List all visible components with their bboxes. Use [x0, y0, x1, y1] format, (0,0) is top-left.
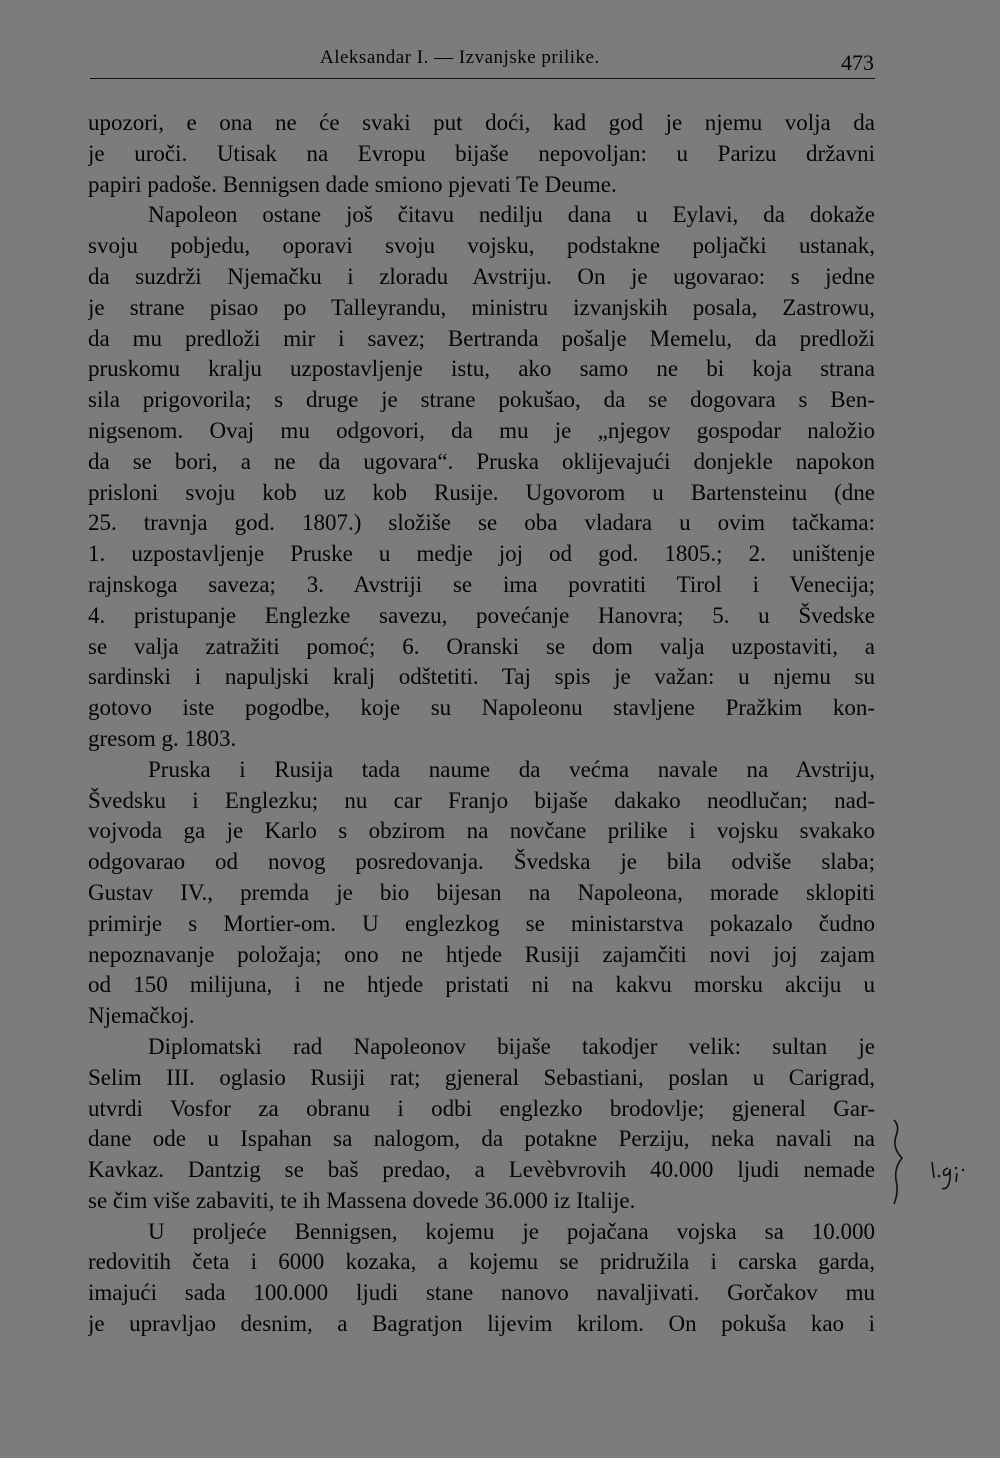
text-line: svoju pobjedu, oporavi svoju vojsku, podstakne poljački ustanak, [88, 233, 875, 259]
text-line: prisloni svoju kob uz kob Rusije. Ugovorom u Bartensteinu (dne [88, 479, 875, 505]
header-rule [90, 78, 875, 79]
text-line: nigsenom. Ovaj mu odgovori, da mu je „njegov gospodar naložio [88, 417, 875, 443]
text-line: je uroči. Utisak na Evropu bijaše nepovoljan: u Parizu državni [88, 140, 875, 166]
text-line: Pruska i Rusija tada naume da većma navale na Avstriju, [148, 756, 875, 782]
text-line: je upravljao desnim, a Bagratjon lijevim krilom. On pokuša kao i [88, 1311, 875, 1337]
text-line: papiri padoše. Bennigsen dade smiono pjevati Te Deume. [88, 171, 617, 197]
text-line: je strane pisao po Talleyrandu, ministru izvanjskih posala, Zastrowu, [88, 294, 875, 320]
text-line: da mu predloži mir i savez; Bertranda pošalje Memelu, da predloži [88, 325, 875, 351]
text-line: sila prigovorila; s druge je strane pokušao, da se dogovara s Ben- [88, 387, 875, 413]
text-line: od 150 milijuna, i ne htjede pristati ni na kakvu morsku akciju u [88, 972, 875, 998]
text-line: da se bori, a ne da ugovara“. Pruska oklijevajući donjekle napokon [88, 448, 875, 474]
handwritten-margin-note [890, 1118, 970, 1218]
text-line: Njemačkoj. [88, 1003, 195, 1029]
page-number: 473 [841, 50, 874, 75]
text-line: se valja zatražiti pomoć; 6. Oranski se dom valja uzpostaviti, a [88, 633, 875, 659]
text-line: U proljeće Bennigsen, kojemu je pojačana vojska sa 10.000 [148, 1218, 875, 1244]
text-line: primirje s Mortier-om. U englezkog se ministarstva pokazalo čudno [88, 910, 875, 936]
body-text [88, 108, 875, 1340]
text-line: Švedsku i Englezku; nu car Franjo bijaše dakako neodlučan; nad- [88, 787, 875, 813]
text-line: sardinski i napuljski kralj odštetiti. Taj spis je važan: u njemu su [88, 664, 875, 690]
text-line: gresom g. 1803. [88, 725, 237, 751]
text-line: Kavkaz. Dantzig se baš predao, a Levèbvrovih 40.000 ljudi nemade [88, 1157, 875, 1183]
text-line: Napoleon ostane još čitavu nedilju dana u Eylavi, da dokaže [148, 202, 875, 228]
text-line: upozori, e ona ne će svaki put doći, kad god je njemu volja da [88, 110, 875, 135]
text-line: Selim III. oglasio Rusiji rat; gjeneral Sebastiani, poslan u Carigrad, [88, 1064, 875, 1090]
text-line: 25. travnja god. 1807.) složiše se oba vladara u ovim tačkama: [88, 510, 875, 536]
text-line: vojvoda ga je Karlo s obzirom na novčane prilike i vojsku svakako [88, 818, 875, 844]
text-line: se čim više zabaviti, te ih Massena dovede 36.000 iz Italije. [88, 1187, 636, 1213]
text-line: imajući sada 100.000 ljudi stane nanovo navaljivati. Gorčakov mu [88, 1280, 875, 1306]
text-line: dane ode u Ispahan sa nalogom, da potakne Perziju, neka navali na [88, 1126, 875, 1152]
text-line: redovitih četa i 6000 kozaka, a kojemu se pridružila i carska garda, [88, 1249, 875, 1275]
running-head-title: Aleksandar I. — Izvanjske prilike. [320, 47, 600, 68]
text-line: nepoznavanje položaja; ono ne htjede Rusiji zajamčiti novi joj zajam [88, 941, 875, 967]
text-line: da suzdrži Njemačku i zloradu Avstriju. On je ugovarao: s jedne [88, 263, 875, 289]
text-line: pruskomu kralju uzpostavljenje istu, ako samo ne bi koja strana [88, 356, 875, 382]
text-line: Gustav IV., premda je bio bijesan na Napoleona, morade sklopiti [88, 879, 875, 905]
text-line: 4. pristupanje Englezke savezu, povećanje Hanovra; 5. u Švedske [88, 602, 875, 628]
text-line: Diplomatski rad Napoleonov bijaše takodjer velik: sultan je [148, 1033, 875, 1059]
text-line: odgovarao od novog posredovanja. Švedska je bila odviše slaba; [88, 849, 875, 875]
text-line: rajnskoga saveza; 3. Avstriji se ima povratiti Tirol i Venecija; [88, 571, 875, 597]
text-line: 1. uzpostavljenje Pruske u medje joj od god. 1805.; 2. uništenje [88, 541, 875, 567]
text-line: utvrdi Vosfor za obranu i odbi englezko brodovlje; gjeneral Gar- [88, 1095, 875, 1121]
text-line: gotovo iste pogodbe, koje su Napoleonu stavljene Pražkim kon- [88, 695, 875, 721]
margin-brace-icon [890, 1118, 970, 1218]
